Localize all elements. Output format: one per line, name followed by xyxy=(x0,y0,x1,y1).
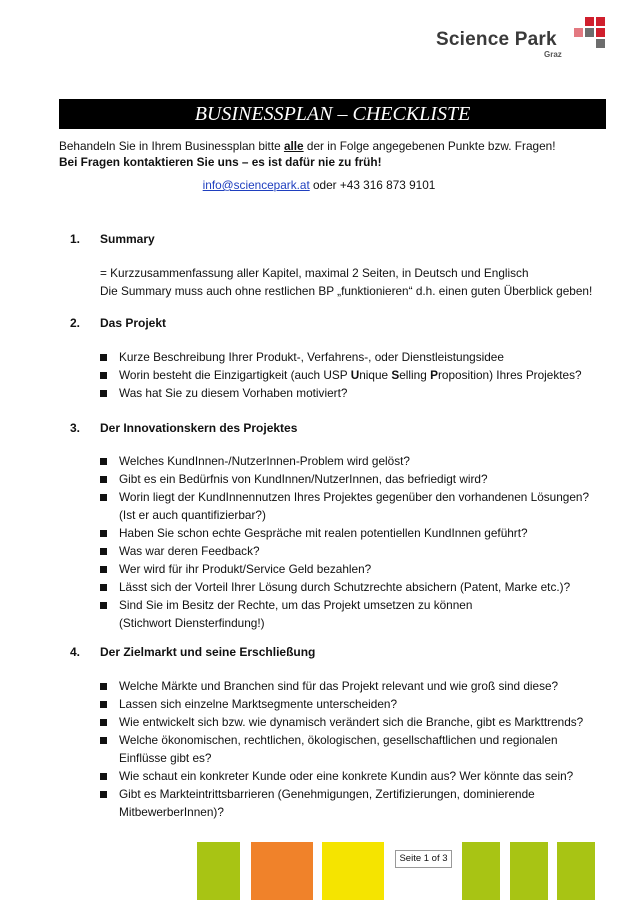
list-item-text: Sind Sie im Besitz der Rechte, um das Projekt umsetzen zu können (Stichwort Diensterfindung!) xyxy=(119,598,473,630)
summary-line: Die Summary muss auch ohne restlichen BP „funktionieren“ d.h. einen guten Überblick geben! xyxy=(100,284,593,298)
bullet-square-icon xyxy=(100,566,107,573)
list-item-text: Worin besteht die Einzigartigkeit (auch USP Unique Selling Proposition) Ihres Projektes? xyxy=(119,368,582,382)
list-item-text: Lassen sich einzelne Marktsegmente unterscheiden? xyxy=(119,697,398,711)
section-heading-zielmarkt xyxy=(70,645,315,659)
section-heading-summary xyxy=(70,232,155,246)
section-title: Der Zielmarkt und seine Erschließung xyxy=(100,645,316,659)
list-item-text: Gibt es ein Bedürfnis von KundInnen/NutzerInnen, das befriedigt wird? xyxy=(119,472,488,486)
projekt-list xyxy=(100,348,600,402)
list-item-text: Worin liegt der KundInnennutzen Ihres Projektes gegenüber den vorhandenen Lösungen? (Ist er auch quantifizierbar?) xyxy=(119,490,590,522)
list-item-text: Lässt sich der Vorteil Ihrer Lösung durch Schutzrechte absichern (Patent, Marke etc.)? xyxy=(119,580,571,594)
section-number: 2. xyxy=(70,316,81,330)
list-item xyxy=(100,785,602,821)
intro-line-1-emphasis: alle xyxy=(283,139,304,153)
bullet-square-icon xyxy=(100,683,107,690)
bullet-square-icon xyxy=(100,737,107,744)
section-title: Summary xyxy=(100,232,155,246)
list-item-text: Welche ökonomischen, rechtlichen, ökologischen, gesellschaftlichen und regionalen Einflüsse gibt es? xyxy=(119,733,558,765)
section-heading-innovation xyxy=(70,421,297,435)
list-item xyxy=(100,348,600,366)
bullet-square-icon xyxy=(100,791,107,798)
footer-block-orange xyxy=(251,842,313,900)
bullet-square-icon xyxy=(100,354,107,361)
bullet-square-icon xyxy=(100,701,107,708)
list-item xyxy=(100,452,595,470)
list-item xyxy=(100,578,595,596)
bullet-square-icon xyxy=(100,773,107,780)
summary-text xyxy=(100,264,592,300)
innovation-list xyxy=(100,452,595,632)
logo-subtext: Graz xyxy=(544,50,562,59)
footer-block-green xyxy=(510,842,548,900)
page-number: Seite 1 of 3 xyxy=(395,850,452,868)
list-item-text: Gibt es Markteintrittsbarrieren (Genehmigungen, Zertifizierungen, dominierende MitbewerberInnen)? xyxy=(119,787,535,819)
section-title: Der Innovationskern des Projektes xyxy=(100,421,298,435)
list-item xyxy=(100,488,595,524)
footer-block-green xyxy=(197,842,240,900)
list-item xyxy=(100,542,595,560)
logo-grid-icon xyxy=(573,17,605,49)
list-item xyxy=(100,560,595,578)
intro-line-1 xyxy=(59,138,555,154)
phone-number: +43 316 873 9101 xyxy=(339,178,436,192)
list-item-text: Kurze Beschreibung Ihrer Produkt-, Verfahrens-, oder Dienstleistungsidee xyxy=(119,350,504,364)
footer-block-green xyxy=(462,842,500,900)
contact-line xyxy=(0,178,638,192)
bullet-square-icon xyxy=(100,372,107,379)
section-heading-projekt xyxy=(70,316,166,330)
list-item-text: Welche Märkte und Branchen sind für das Projekt relevant und wie groß sind diese? xyxy=(119,679,559,693)
list-item-text: Was hat Sie zu diesem Vorhaben motiviert? xyxy=(119,386,348,400)
list-item-text: Wie entwickelt sich bzw. wie dynamisch verändert sich die Branche, gibt es Markttrends? xyxy=(119,715,584,729)
intro-text xyxy=(59,138,555,170)
list-item xyxy=(100,767,602,785)
list-item xyxy=(100,695,602,713)
footer-block-yellow xyxy=(322,842,384,900)
bullet-square-icon xyxy=(100,494,107,501)
list-item-text: Wie schaut ein konkreter Kunde oder eine konkrete Kundin aus? Wer könnte das sein? xyxy=(119,769,574,783)
bullet-square-icon xyxy=(100,548,107,555)
bullet-square-icon xyxy=(100,458,107,465)
footer-block-green xyxy=(557,842,595,900)
contact-connector: oder xyxy=(309,178,340,192)
list-item xyxy=(100,677,602,695)
intro-line-2: Bei Fragen kontaktieren Sie uns – es ist dafür nie zu früh! xyxy=(59,155,382,169)
summary-line: = Kurzzusammenfassung aller Kapitel, maximal 2 Seiten, in Deutsch und Englisch xyxy=(100,266,529,280)
list-item xyxy=(100,596,595,632)
footer xyxy=(0,842,638,900)
email-link[interactable]: info@sciencepark.at xyxy=(202,178,310,192)
page-title: BUSINESSPLAN – CHECKLISTE xyxy=(59,99,606,129)
list-item-text: Welches KundInnen-/NutzerInnen-Problem wird gelöst? xyxy=(119,454,410,468)
list-item xyxy=(100,524,595,542)
list-item-text: Was war deren Feedback? xyxy=(119,544,260,558)
list-item xyxy=(100,366,600,384)
list-item xyxy=(100,731,602,767)
list-item xyxy=(100,713,602,731)
intro-line-1-post: der in Folge angegebenen Punkte bzw. Fragen! xyxy=(303,139,556,153)
list-item-text: Haben Sie schon echte Gespräche mit realen potentiellen KundInnen geführt? xyxy=(119,526,528,540)
section-number: 3. xyxy=(70,421,81,435)
bullet-square-icon xyxy=(100,476,107,483)
logo-text: Science Park xyxy=(436,29,557,50)
list-item-text: Wer wird für ihr Produkt/Service Geld bezahlen? xyxy=(119,562,372,576)
markt-list xyxy=(100,677,602,821)
section-title: Das Projekt xyxy=(100,316,167,330)
bullet-square-icon xyxy=(100,530,107,537)
bullet-square-icon xyxy=(100,602,107,609)
list-item xyxy=(100,470,595,488)
science-park-logo xyxy=(436,17,606,59)
bullet-square-icon xyxy=(100,584,107,591)
bullet-square-icon xyxy=(100,390,107,397)
bullet-square-icon xyxy=(100,719,107,726)
section-number: 4. xyxy=(70,645,81,659)
list-item xyxy=(100,384,600,402)
intro-line-1-pre: Behandeln Sie in Ihrem Businessplan bitte xyxy=(59,139,284,153)
section-number: 1. xyxy=(70,232,81,246)
